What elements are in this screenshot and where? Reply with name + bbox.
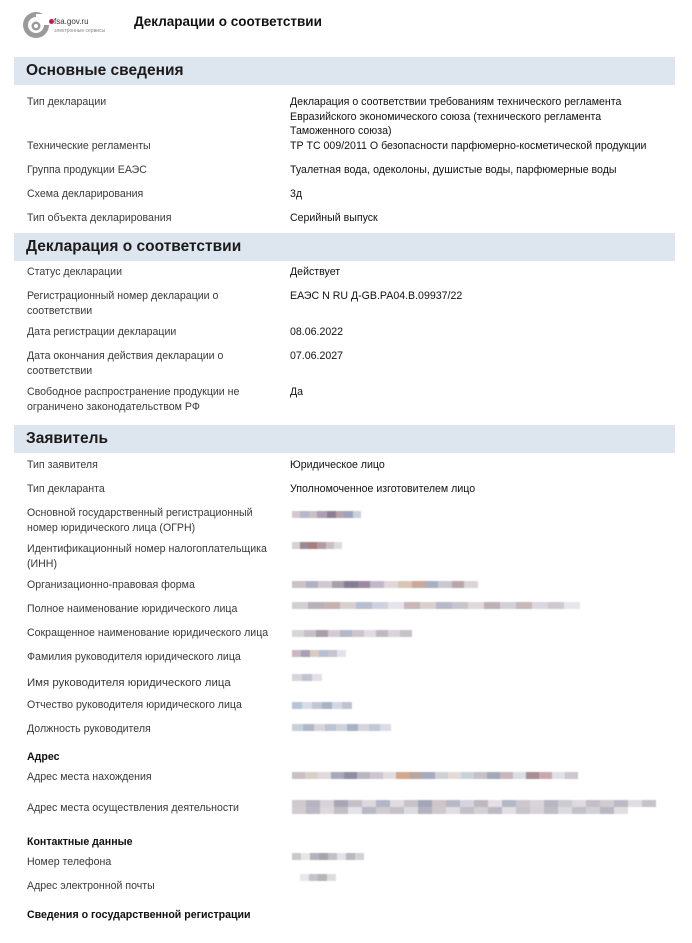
email-label: Адрес электронной почты bbox=[27, 880, 155, 892]
head-name-redacted bbox=[292, 674, 322, 688]
head-patronymic-label: Отчество руководителя юридического лица bbox=[27, 699, 242, 711]
reg-number-label: Регистрационный номер декларации о соответствии bbox=[27, 290, 219, 317]
section-declaration-header bbox=[14, 233, 675, 261]
object-type-label: Тип объекта декларирования bbox=[27, 212, 172, 224]
address-heading: Адрес bbox=[27, 751, 60, 763]
page-title: Декларации о соответствии bbox=[134, 14, 322, 29]
object-type-value: Серийный выпуск bbox=[290, 212, 378, 224]
product-group-label: Группа продукции ЕАЭС bbox=[27, 164, 147, 176]
legal-form-redacted bbox=[292, 581, 478, 595]
declarant-type-label: Тип декларанта bbox=[27, 483, 105, 495]
section-applicant-header bbox=[14, 425, 675, 453]
logo-domain: fsa.gov.ru bbox=[54, 17, 89, 26]
tech-regulations-value: ТР ТС 009/2011 О безопасности парфюмерно-косметической продукции bbox=[290, 140, 647, 152]
end-date-value: 07.06.2027 bbox=[290, 350, 344, 362]
fsa-logo[interactable] bbox=[22, 10, 132, 46]
page-header bbox=[0, 0, 692, 50]
section-title: Заявитель bbox=[26, 430, 109, 447]
ogrn-redacted bbox=[292, 511, 361, 525]
inn-label: Идентификационный номер налогоплательщика (ИНН) bbox=[27, 543, 267, 570]
head-name-label: Имя руководителя юридического лица bbox=[27, 677, 231, 689]
declarant-type-value: Уполномоченное изготовителем лицо bbox=[290, 483, 476, 495]
short-name-label: Сокращенное наименование юридического лица bbox=[27, 627, 269, 639]
tech-regulations-label: Технические регламенты bbox=[27, 140, 151, 152]
declaration-type-value: Декларация о соответствии требованиям технического регламента Евразийского экономического союза (технического регламента Таможенного союза) bbox=[290, 96, 622, 138]
location-address-label: Адрес места нахождения bbox=[27, 771, 152, 783]
head-patronymic-redacted bbox=[292, 702, 352, 716]
section-title: Основные сведения bbox=[26, 62, 184, 79]
head-position-label: Должность руководителя bbox=[27, 723, 151, 735]
free-circulation-value: Да bbox=[290, 386, 304, 398]
product-group-value: Туалетная вода, одеколоны, душистые воды, парфюмерные воды bbox=[290, 164, 617, 176]
section-basic-header bbox=[14, 57, 675, 85]
short-name-redacted bbox=[292, 630, 412, 644]
activity-address-label: Адрес места осуществления деятельности bbox=[27, 802, 239, 814]
legal-form-label: Организационно-правовая форма bbox=[27, 579, 195, 591]
ogrn-label: Основной государственный регистрационный номер юридического лица (ОГРН) bbox=[27, 507, 253, 534]
email-redacted bbox=[300, 874, 336, 888]
full-name-redacted bbox=[292, 602, 580, 616]
reg-date-value: 08.06.2022 bbox=[290, 326, 344, 338]
head-surname-redacted bbox=[292, 650, 346, 664]
inn-redacted bbox=[292, 542, 342, 556]
phone-redacted bbox=[292, 853, 364, 867]
location-address-redacted bbox=[292, 772, 578, 786]
section-title: Декларация о соответствии bbox=[26, 238, 242, 255]
reg-date-label: Дата регистрации декларации bbox=[27, 326, 177, 338]
applicant-type-label: Тип заявителя bbox=[27, 459, 98, 471]
phone-label: Номер телефона bbox=[27, 856, 112, 868]
fsa-logo-icon bbox=[22, 10, 52, 40]
scheme-value: 3д bbox=[290, 188, 303, 200]
free-circulation-label: Свободное распространение продукции не ограничено законодательством РФ bbox=[27, 386, 240, 413]
logo-subtitle: электронные сервисы bbox=[54, 28, 106, 34]
status-value: Действует bbox=[290, 266, 341, 278]
declaration-type-label: Тип декларации bbox=[27, 96, 107, 108]
end-date-label: Дата окончания действия декларации о соответствии bbox=[27, 350, 224, 377]
head-position-redacted bbox=[292, 724, 391, 738]
activity-address-redacted bbox=[292, 800, 662, 814]
applicant-type-value: Юридическое лицо bbox=[290, 459, 385, 471]
full-name-label: Полное наименование юридического лица bbox=[27, 603, 238, 615]
state-registration-heading: Сведения о государственной регистрации bbox=[27, 909, 251, 921]
head-surname-label: Фамилия руководителя юридического лица bbox=[27, 651, 241, 663]
reg-number-value: ЕАЭС N RU Д-GB.РА04.В.09937/22 bbox=[290, 290, 463, 302]
contacts-heading: Контактные данные bbox=[27, 836, 133, 848]
status-label: Статус декларации bbox=[27, 266, 123, 278]
scheme-label: Схема декларирования bbox=[27, 188, 144, 200]
